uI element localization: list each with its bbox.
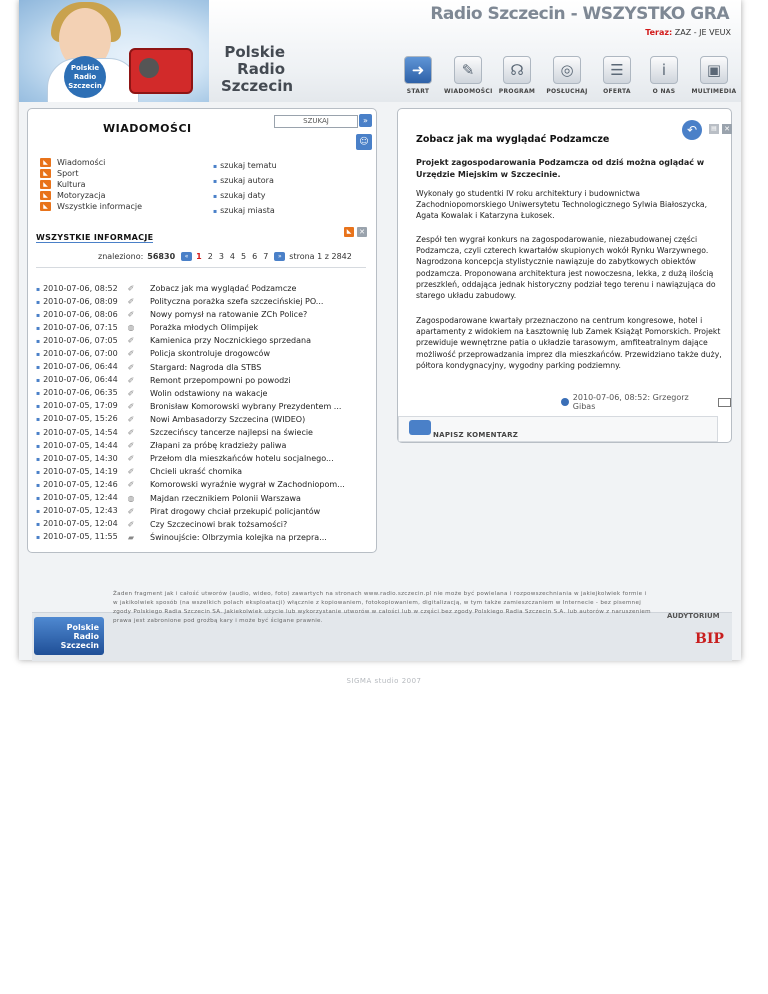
news-date: ▪ 2010-07-05, 14:19: [36, 465, 122, 479]
news-title-link[interactable]: Porażka młodych Olimpijek: [150, 323, 259, 333]
news-title-link[interactable]: Złapani za próbę kradzieży paliwa: [150, 441, 287, 451]
microphone-icon: ✐: [127, 480, 135, 490]
media-icon: ▣: [700, 56, 728, 84]
news-title-link[interactable]: Wolin odstawiony na wakacje: [150, 388, 268, 398]
brand-logo[interactable]: [221, 43, 294, 95]
category-label: Sport: [57, 169, 79, 178]
news-date: ▪ 2010-07-05, 12:44: [36, 491, 122, 505]
rss-icon[interactable]: ◣: [344, 227, 354, 237]
news-title-link[interactable]: Nowi Ambasadorzy Szczecina (WIDEO): [150, 414, 306, 424]
page-link[interactable]: 3: [218, 252, 224, 261]
found-count: 56830: [147, 252, 176, 261]
microphone-icon: ✐: [127, 519, 135, 529]
speaker-icon: ◎: [553, 56, 581, 84]
audytorium-logo[interactable]: AUDYTORIUM: [667, 612, 720, 620]
category-label: Wiadomości: [57, 158, 106, 167]
found-label: znaleziono:: [98, 252, 144, 261]
page-info: strona 1 z 2842: [289, 252, 352, 261]
news-title-link[interactable]: Przełom dla mieszkańców hotelu socjalnego...: [150, 454, 334, 464]
brand-line: Polskie: [224, 43, 285, 61]
news-row[interactable]: [36, 361, 376, 374]
all-news-title: WSZYSTKIE INFORMACJE: [36, 233, 154, 242]
rss-icon[interactable]: ◣: [40, 169, 51, 178]
category-item[interactable]: [40, 201, 142, 212]
rss-icon[interactable]: ◣: [40, 191, 51, 200]
page-link[interactable]: 6: [252, 252, 258, 261]
news-row[interactable]: [36, 400, 376, 413]
page-link[interactable]: 4: [229, 252, 235, 261]
news-date: ▪ 2010-07-06, 07:05: [36, 334, 122, 348]
nav-multimedia[interactable]: [690, 56, 738, 95]
news-row[interactable]: [36, 282, 376, 295]
page-link[interactable]: 1: [196, 252, 202, 261]
news-date: ▪ 2010-07-06, 06:44: [36, 373, 122, 387]
news-row[interactable]: [36, 531, 376, 544]
news-date: ▪ 2010-07-06, 07:15: [36, 321, 122, 335]
news-title-link[interactable]: Pirat drogowy chciał przekupić policjantów: [150, 506, 321, 516]
article-meta: [561, 393, 731, 411]
search-links: [213, 158, 277, 218]
microphone-icon: ✐: [127, 336, 135, 346]
nav-program[interactable]: [493, 56, 541, 95]
photo-badge: Polskie Radio Szczecin: [64, 56, 106, 98]
rss-icon[interactable]: ◣: [40, 202, 51, 211]
news-row[interactable]: [36, 478, 376, 491]
category-item[interactable]: [40, 190, 142, 201]
page-link[interactable]: 5: [241, 252, 247, 261]
category-item[interactable]: [40, 179, 142, 190]
nav-label: MULTIMEDIA: [691, 88, 737, 95]
nav-wiadomosci[interactable]: [444, 56, 492, 95]
rss-icon[interactable]: ◣: [40, 158, 51, 167]
news-row[interactable]: [36, 295, 376, 308]
category-list: [40, 157, 142, 212]
news-title-link[interactable]: Policja skontroluje drogowców: [150, 349, 270, 359]
bip-logo[interactable]: BIP: [695, 631, 724, 647]
article-meta-text: 2010-07-06, 08:52: Grzegorz Gibas: [572, 393, 689, 411]
header-photo: [19, 0, 209, 102]
microphone-icon: ✐: [127, 401, 135, 411]
microphone-icon: ✐: [127, 297, 135, 307]
news-title-link[interactable]: Kamienica przy Nocznickiego sprzedana: [150, 336, 311, 346]
news-date: ▪ 2010-07-06, 06:35: [36, 386, 122, 400]
brand-line: Radio: [237, 60, 285, 78]
news-row[interactable]: [36, 465, 376, 478]
footer-logo-line: Polskie: [66, 623, 99, 632]
news-row[interactable]: [36, 518, 376, 531]
article-title: Zobacz jak ma wyglądać Podzamcze: [416, 134, 610, 145]
nav-oferta[interactable]: [593, 56, 641, 95]
article-lead: Projekt zagospodarowania Podzamcza od dziś można oglądać w Urzędzie Miejskim w Szczecinie.: [416, 158, 705, 179]
divider: [36, 267, 366, 268]
article-panel: [397, 108, 732, 443]
article-paragraph: Wykonały go studentki IV roku architektury i budownictwa Zachodniopomorskiego Uniwersytetu Technologicznego Sylwia Białoszycka, Agata Kowalak i Katarzyna Łukosek.: [416, 189, 708, 221]
microphone-icon: ✐: [127, 467, 135, 477]
category-item[interactable]: [40, 168, 142, 179]
copyright-text: Żaden fragment jak i całość utworów (audio, wideo, foto) zawartych na stronach www.radio.szczecin.pl nie może być powielana i rozpowszechniania w jakiejkolwiek formie i w jakikolwiek sposób (na wszelkich polach eksploatacji) włącznie z kopiowaniem, fotokopiowaniem, digitalizacją, w tym także zamieszczaniem w Internecie - bez pisemnej zgody Polskiego Radia Szczecin SA. Jakiekolwiek użycie lub wykorzystanie utworów w całości lub w części bez zgody Polskiego Radia Szczecin S.A. lub autorów z naruszeniem prawa jest zabronione pod groźbą kary i może być ścigane prawnie.: [113, 591, 651, 624]
news-date: ▪ 2010-07-05, 14:54: [36, 426, 122, 440]
news-title-link[interactable]: Bronisław Komorowski wybrany Prezydentem ...: [150, 401, 342, 411]
footer-logo[interactable]: [34, 617, 104, 655]
comment-bubble-icon: [409, 420, 431, 435]
news-row[interactable]: [36, 505, 376, 518]
news-date: ▪ 2010-07-05, 15:26: [36, 412, 122, 426]
news-row[interactable]: [36, 413, 376, 426]
news-date: ▪ 2010-07-06, 08:06: [36, 308, 122, 322]
write-comment-button[interactable]: [398, 416, 718, 442]
microphone-icon: ✐: [127, 375, 135, 385]
next-page-icon[interactable]: »: [274, 252, 285, 261]
news-date: ▪ 2010-07-05, 12:46: [36, 478, 122, 492]
station-title: Radio Szczecin - WSZYSTKO GRA: [430, 4, 729, 24]
info-icon: i: [650, 56, 678, 84]
category-label: Wszystkie informacje: [57, 202, 143, 211]
microphone-icon: ✐: [127, 362, 135, 372]
nav-label: WIADOMOŚCI: [444, 88, 493, 95]
now-playing-text: ZAZ - JE VEUX: [674, 28, 731, 37]
microphone-icon: ✐: [127, 428, 135, 438]
comment-label: NAPISZ KOMENTARZ: [433, 431, 519, 439]
news-row[interactable]: [36, 334, 376, 347]
search-date-link[interactable]: ▪ szukaj daty: [213, 188, 277, 203]
document-icon: ☰: [603, 56, 631, 84]
footer-logo-line: Szczecin: [60, 641, 99, 650]
nav-label: POSŁUCHAJ: [546, 88, 588, 95]
nav-label: PROGRAM: [498, 88, 536, 95]
back-arrow-icon[interactable]: ↶: [682, 120, 702, 140]
news-date: ▪ 2010-07-05, 14:30: [36, 452, 122, 466]
nav-label: START: [406, 88, 430, 95]
news-row[interactable]: [36, 387, 376, 400]
headphones-icon: ☊: [503, 56, 531, 84]
nav-start[interactable]: [394, 56, 442, 95]
news-row[interactable]: [36, 308, 376, 321]
main-nav: [394, 56, 739, 100]
search-topic-link[interactable]: ▪ szukaj tematu: [213, 158, 277, 173]
category-label: Kultura: [57, 180, 86, 189]
nav-label: O NAS: [652, 88, 676, 95]
news-date: ▪ 2010-07-05, 12:04: [36, 517, 122, 531]
arrow-right-icon: ➜: [404, 56, 432, 84]
news-date: ▪ 2010-07-06, 08:09: [36, 295, 122, 309]
news-row[interactable]: [36, 492, 376, 505]
microphone-icon: ✐: [127, 506, 135, 516]
category-label: Motoryzacja: [57, 191, 106, 200]
news-title-link[interactable]: Remont przepompowni po powodzi: [150, 375, 291, 385]
nav-label: OFERTA: [603, 88, 631, 95]
news-title-link[interactable]: Szczecińscy tancerze najlepsi na świecie: [150, 428, 313, 438]
news-title-link[interactable]: Nowy pomysł na ratowanie ZCh Police?: [150, 310, 308, 320]
page-frame: [19, 0, 741, 660]
now-label: Teraz:: [645, 28, 673, 37]
microphone-icon: ✐: [127, 284, 135, 293]
microphone-icon: ✐: [127, 349, 135, 359]
news-row[interactable]: [36, 426, 376, 439]
microphone-icon: ✐: [127, 310, 135, 320]
news-title-link[interactable]: Komorowski wyraźnie wygrał w Zachodniopom...: [150, 480, 345, 490]
page-link[interactable]: 2: [207, 252, 213, 261]
mail-icon[interactable]: [718, 398, 731, 407]
microphone-icon: ✐: [127, 414, 135, 424]
radio-set-icon: [129, 48, 193, 94]
news-date: ▪ 2010-07-06, 08:52: [36, 282, 122, 296]
news-row[interactable]: [36, 321, 376, 334]
search-author-link[interactable]: ▪ szukaj autora: [213, 173, 277, 188]
microphone-icon: ✐: [127, 454, 135, 464]
article-paragraph: Zagospodarowane kwartały przeznaczono na centrum kongresowe, hotel i apartamenty z widokiem na Łasztownię lub Zamek Książąt Pomorskich. Projekt przewiduje wewnętrzne patia o układzie tarasowym, amfiteatralnym dające możliwość przeprowadzania imprez dla mieszkańców. Przewidziano także duży, półtora kondygnacyjny, wygodny parking podziemny.: [416, 316, 722, 370]
search-city-link[interactable]: ▪ szukaj miasta: [213, 203, 277, 218]
news-title-link[interactable]: Majdan rzecznikiem Polonii Warszawa: [150, 493, 301, 503]
news-date: ▪ 2010-07-06, 07:00: [36, 347, 122, 361]
news-date: ▪ 2010-07-05, 17:09: [36, 399, 122, 413]
newspaper-microphone-icon: ✎: [454, 56, 482, 84]
prev-page-icon[interactable]: «: [181, 252, 192, 261]
nav-posluchaj[interactable]: [543, 56, 591, 95]
article-paragraph: Zespół ten wygrał konkurs na zagospodarowanie, niezabudowanej części Podzamcza, czyli czterech kwartałów skupionych wokół Rynku Warzywnego. Nagrodzona koncepcja stylistycznie nawiązuje do zabytkowych obiektów podzamcza. Proponowana architektura jest nowoczesna, lekka, z dużą ilością przeszkleń, oddająca jednak historyczny podział tego terenu i nawiązująca do starego układu zabudowy.: [416, 235, 716, 301]
category-item[interactable]: [40, 157, 142, 168]
news-title-link[interactable]: Świnoujście: Olbrzymia kolejka na przepra...: [150, 532, 327, 542]
page-link[interactable]: 7: [263, 252, 269, 261]
news-row[interactable]: [36, 439, 376, 452]
news-date: ▪ 2010-07-05, 14:44: [36, 439, 122, 453]
news-title-link[interactable]: Zobacz jak ma wyglądać Podzamcze: [150, 284, 297, 293]
news-date: ▪ 2010-07-05, 11:55: [36, 530, 122, 544]
search-input[interactable]: SZUKAJ: [274, 115, 358, 128]
search-go-icon[interactable]: »: [359, 114, 372, 127]
user-icon[interactable]: ☺: [356, 134, 372, 150]
news-panel: [27, 108, 377, 553]
now-playing: [645, 28, 731, 37]
news-row[interactable]: [36, 374, 376, 387]
car-icon: ▰: [127, 532, 135, 542]
footer-logo-line: Radio: [73, 632, 99, 641]
studio-credit: SIGMA studio 2007: [346, 677, 422, 685]
nav-o-nas[interactable]: [640, 56, 688, 95]
news-date: ▪ 2010-07-06, 06:44: [36, 360, 122, 374]
rss-icon[interactable]: ◣: [40, 180, 51, 189]
microphone-icon: ✐: [127, 441, 135, 451]
pagination: [98, 252, 352, 261]
print-icon[interactable]: ▤: [709, 124, 719, 134]
close-icon[interactable]: ✕: [357, 227, 367, 237]
news-list: [36, 282, 376, 544]
news-title-link[interactable]: Stargard: Nagroda dla STBS: [150, 362, 262, 372]
ball-icon: ◍: [127, 323, 135, 333]
news-title-link[interactable]: Chcieli ukraść chomika: [150, 467, 242, 477]
globe-icon: [561, 398, 569, 406]
header: [19, 0, 741, 102]
microphone-icon: ✐: [127, 388, 135, 398]
ball-icon: ◍: [127, 493, 135, 503]
news-row[interactable]: [36, 452, 376, 465]
news-date: ▪ 2010-07-05, 12:43: [36, 504, 122, 518]
brand-line: Szczecin: [221, 77, 294, 95]
news-title-link[interactable]: Czy Szczecinowi brak tożsamości?: [150, 519, 288, 529]
news-row[interactable]: [36, 347, 376, 360]
close-icon[interactable]: ✕: [722, 124, 732, 134]
section-title: WIADOMOŚCI: [103, 122, 192, 135]
news-title-link[interactable]: Polityczna porażka szefa szczecińskiej PO...: [150, 297, 324, 307]
